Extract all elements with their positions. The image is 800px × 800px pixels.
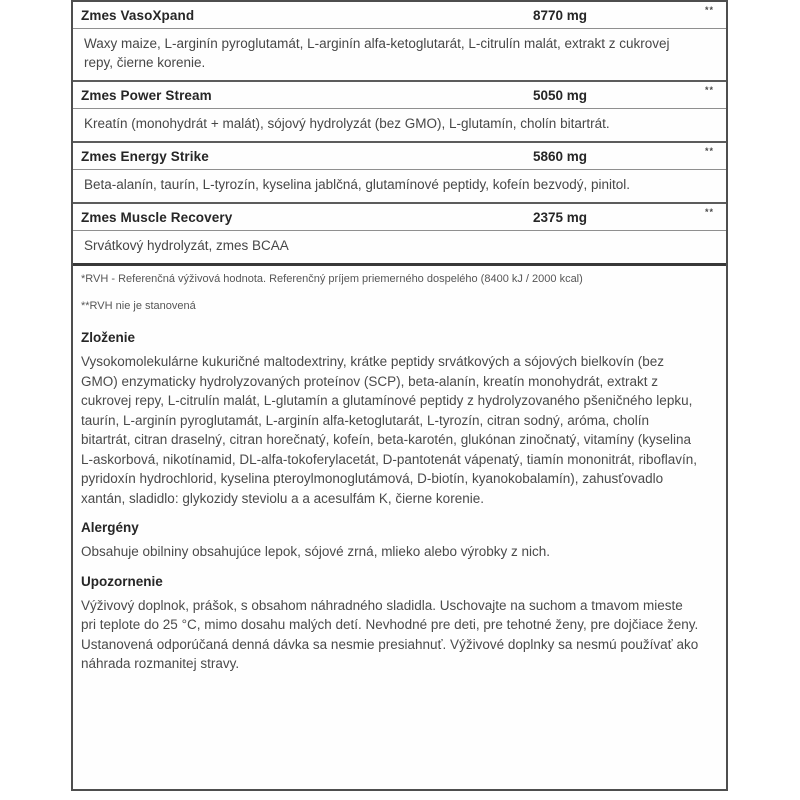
blend-amount: 5050 mg xyxy=(533,88,588,103)
supplement-label-panel xyxy=(71,0,728,791)
blend-amount: 8770 mg xyxy=(533,8,588,23)
section-heading-warning: Upozornenie xyxy=(81,573,163,589)
blend-amount: 2375 mg xyxy=(533,210,588,225)
blend-row-energy-strike xyxy=(73,143,726,170)
footnote-rvh-definition: *RVH - Referenčná výživová hodnota. Referenčný príjem priemerného dospelého (8400 kJ / 2000 kcal) xyxy=(81,273,583,285)
blend-ingredients-energy-strike: Beta-alanín, taurín, L-tyrozín, kyselina jablčná, glutamínové peptidy, kofeín bezvodý, pinitol. xyxy=(73,170,726,204)
blend-amount: 5860 mg xyxy=(533,149,588,164)
blend-row-vasoxpand xyxy=(73,2,726,29)
blend-row-muscle-recovery xyxy=(73,204,726,231)
footnote-rvh-not-set: **RVH nie je stanovená xyxy=(81,300,196,312)
blend-ingredients-muscle-recovery: Srvátkový hydrolyzát, zmes BCAA xyxy=(73,231,726,266)
blend-footnote-marker: ** xyxy=(704,146,714,156)
blend-ingredients-vasoxpand: Waxy maize, L-arginín pyroglutamát, L-arginín alfa-ketoglutarát, L-citrulín malát, extrakt z cukrovej repy, čierne korenie. xyxy=(73,29,726,82)
section-heading-allergens: Alergény xyxy=(81,520,139,535)
blend-footnote-marker: ** xyxy=(704,5,714,15)
blend-name: Zmes Muscle Recovery xyxy=(81,210,233,225)
blend-row-power-stream xyxy=(73,82,726,109)
section-body-composition: Vysokomolekulárne kukuričné maltodextriny, krátke peptidy srvátkových a sójových bielkovín (bez GMO) enzymaticky hydrolyzovaných proteínov (SCP), beta-alanín, kreatín monohydrát, extrakt z cukrovej repy, L-citrulín malát, L-glutamín a glutamínové peptidy z hydrolyzovaného pšeničného lepku, taurín, L-arginín pyroglutamát, L-arginín alfa-ketoglutarát, L-tyrozín, citran sodný, aróma, cholín bitartrát, citran draselný, citran horečnatý, kofeín, beta-karotén, glukónan zinočnatý, vitamíny (kyselina L-askorbová, nikotínamid, DL-alfa-tokoferylacetát, D-pantotenát vápenatý, tiamín mononitrát, riboflavín, pyridoxín hydrochlorid, kyselina pteroylmonoglutámová, D-biotín, kyanokobalamín), zahusťovadlo xantán, sladidlo: glykozidy steviolu a a acesulfám K, čierne korenie. xyxy=(81,354,698,506)
blend-name: Zmes Energy Strike xyxy=(81,149,209,164)
section-body-allergens: Obsahuje obilniny obsahujúce lepok, sójové zrná, mlieko alebo výrobky z nich. xyxy=(81,544,551,559)
blend-ingredients-power-stream: Kreatín (monohydrát + malát), sójový hydrolyzát (bez GMO), L-glutamín, cholín bitartrát. xyxy=(73,109,726,143)
blend-footnote-marker: ** xyxy=(704,85,714,95)
blend-name: Zmes Power Stream xyxy=(81,88,212,103)
section-body-warning: Výživový doplnok, prášok, s obsahom náhradného sladidla. Uschovajte na suchom a tmavom mieste pri teplote do 25 °C, mimo dosahu malých detí. Nevhodné pre deti, pre tehotné ženy, pre dojčiace ženy. Ustanovená odporúčaná denná dávka sa nesmie presiahnuť. Výživové doplnky sa nesmú používať ako náhrada rozmanitej stravy. xyxy=(81,597,699,671)
blend-name: Zmes VasoXpand xyxy=(81,8,195,23)
section-heading-composition: Zloženie xyxy=(81,330,136,345)
blend-footnote-marker: ** xyxy=(704,207,714,217)
